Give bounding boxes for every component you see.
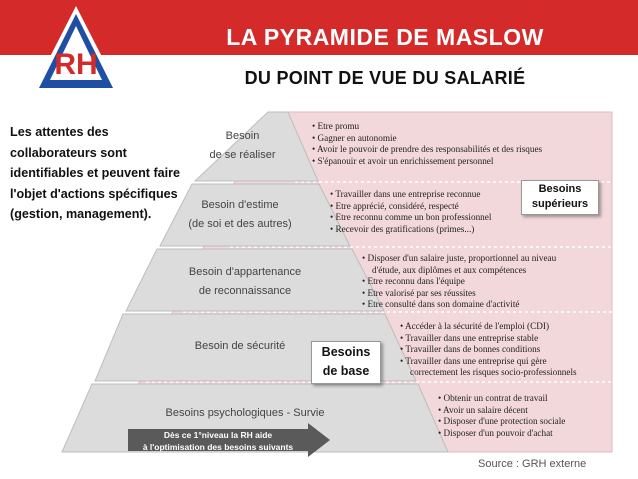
bullets-appartenance: • Disposer d'un salaire juste, proportionnel au niveau d'étude, aux diplômes et aux compétences • Etre reconnu dans l'équipe • Etre valorisé par ses réussites • Etre consulté dans son domaine d'activité: [362, 253, 557, 309]
ribbon-text: Dès ce 1°niveau la RH aide à l'optimisation des besoins suivants: [142, 430, 294, 452]
badge-besoins-superieurs: Besoins supérieurs: [521, 180, 599, 215]
level-label-realisation: Besoin de se réaliser: [209, 130, 276, 161]
level-label-survie: Besoins psychologiques - Survie: [165, 407, 325, 419]
bullets-securite: • Accéder à la sécurité de l'emploi (CDI) • Travailler dans une entreprise stable • Travailler dans de bonnes conditions • Travailler dans une entreprise qui gère correctement les risques socio-professionnels: [400, 321, 577, 377]
bullets-estime: • Travailler dans une entreprise reconnue • Etre apprécié, considéré, respecté • Etre reconnu comme un bon professionnel • Recevoir des gratifications (primes...): [330, 189, 492, 234]
level-label-securite: Besoin de sécurité: [194, 340, 286, 352]
badge-besoins-de-base: Besoins de base: [311, 341, 381, 384]
intro-text: Les attentes des collaborateurs sont identifiables et peuvent faire l'objet d'actions spécifiques (gestion, management).: [10, 125, 181, 221]
page-subtitle: DU POINT DE VUE DU SALARIÉ: [244, 68, 526, 88]
level-label-appartenance: Besoin d'appartenance de reconnaissance: [188, 266, 302, 297]
logo-text: RH: [54, 48, 98, 81]
page-title: LA PYRAMIDE DE MASLOW: [226, 24, 544, 50]
level-label-estime: Besoin d'estime (de soi et des autres): [188, 199, 292, 230]
source-note: Source : GRH externe: [478, 458, 587, 470]
bullets-realisation: • Etre promu • Gagner en autonomie • Avoir le pouvoir de prendre des responsabilités et des risques • S'épanouir et avoir un enrichissement personnel: [312, 121, 543, 166]
bullets-survie: • Obtenir un contrat de travail • Avoir un salaire décent • Disposer d'une protection sociale • Disposer d'un pouvoir d'achat: [438, 393, 566, 438]
